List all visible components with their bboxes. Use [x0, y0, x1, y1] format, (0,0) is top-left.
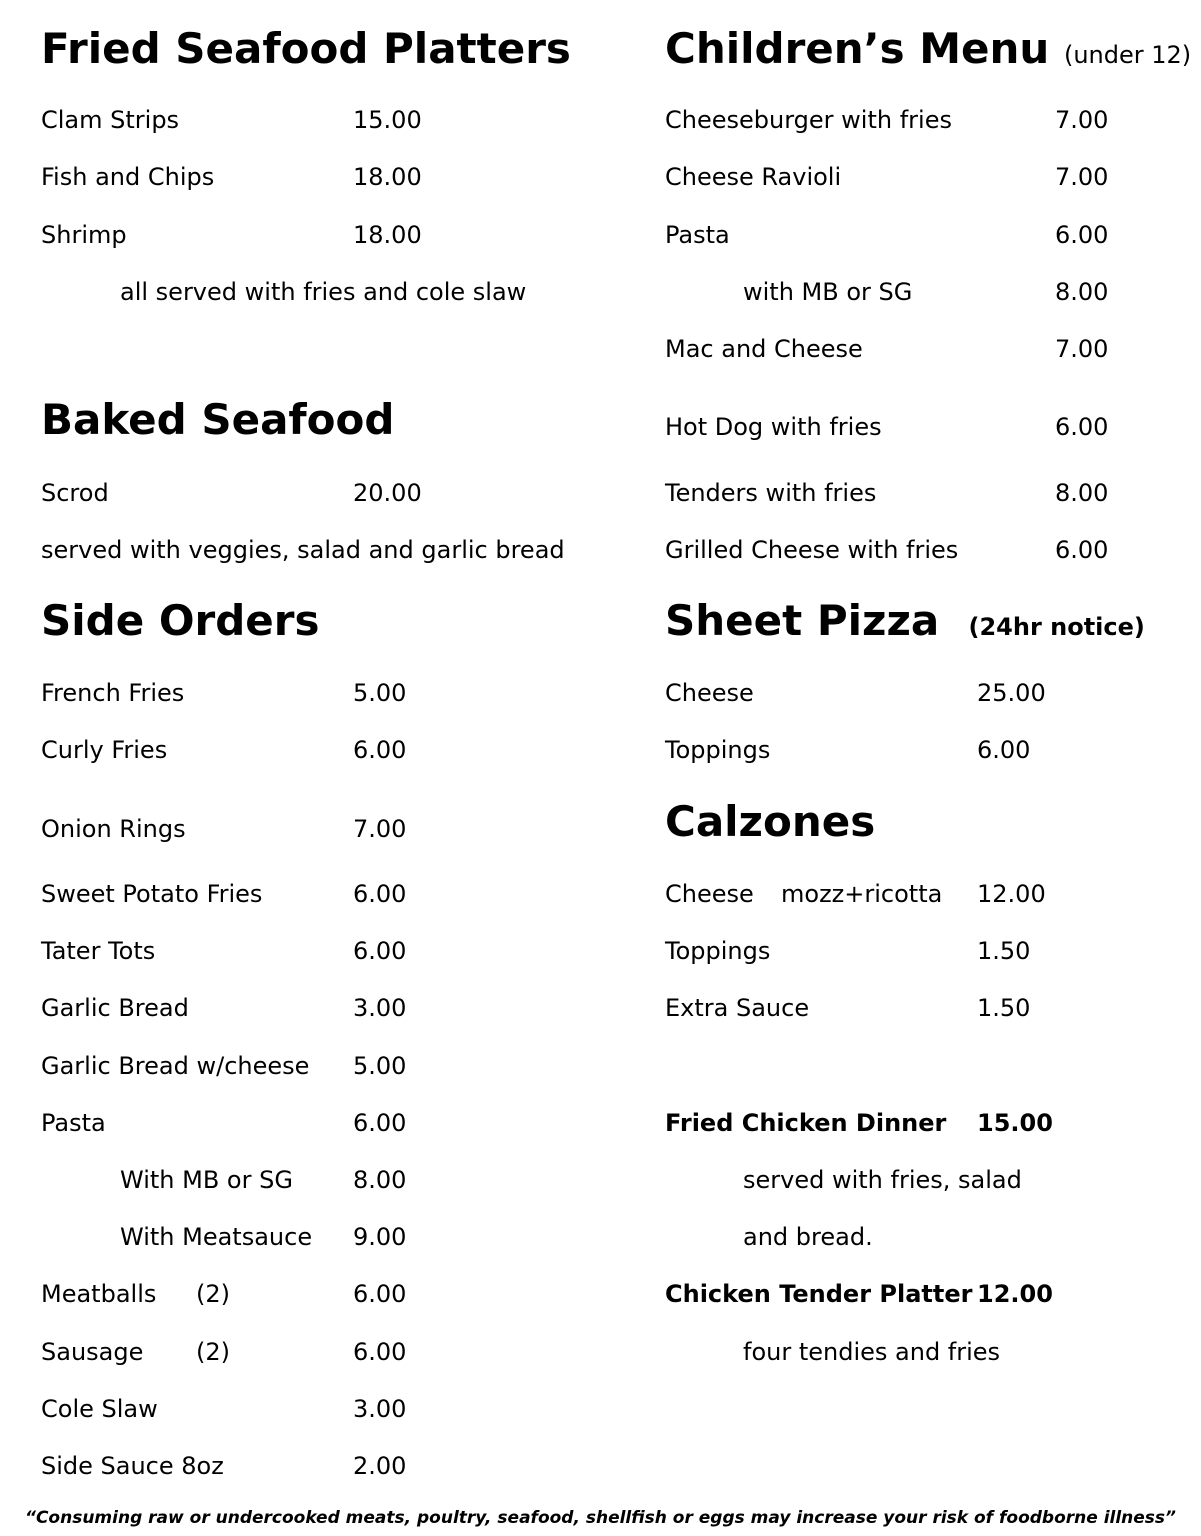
baked-seafood-note: served with veggies, salad and garlic bread: [41, 536, 565, 564]
menu-item-name: Cheeseburger with fries: [665, 106, 952, 134]
menu-item-name: Side Sauce 8oz: [41, 1452, 224, 1480]
menu-item-price: 6.00: [353, 736, 407, 764]
menu-item-price: 8.00: [1055, 479, 1109, 507]
menu-item-price: 25.00: [977, 679, 1046, 707]
sheet-pizza-heading: [665, 596, 1145, 645]
menu-item-name: Fish and Chips: [41, 163, 215, 191]
menu-item-name: Sweet Potato Fries: [41, 880, 263, 908]
menu-item-price: 6.00: [1055, 536, 1109, 564]
menu-item-price: 7.00: [1055, 335, 1109, 363]
menu-item-price: 1.50: [977, 937, 1031, 965]
menu-item-price: 9.00: [353, 1223, 407, 1251]
side-orders-title: Side Orders: [41, 596, 320, 645]
menu-item-name: Meatballs: [41, 1280, 157, 1308]
menu-item-name: Toppings: [665, 736, 771, 764]
food-safety-disclaimer: “Consuming raw or undercooked meats, poultry, seafood, shellfish or eggs may increase your risk of foodborne illness”: [25, 1508, 1176, 1528]
menu-item-name: Scrod: [41, 479, 109, 507]
menu-item-name: Cheese: [665, 679, 754, 707]
menu-item-name: Hot Dog with fries: [665, 413, 882, 441]
dinner-note: four tendies and fries: [743, 1338, 1001, 1366]
menu-item-name: Extra Sauce: [665, 994, 810, 1022]
menu-item-price: 7.00: [353, 815, 407, 843]
menu-item-name: French Fries: [41, 679, 185, 707]
menu-item-price: 7.00: [1055, 163, 1109, 191]
menu-item-price: 6.00: [353, 1280, 407, 1308]
menu-item-price: 5.00: [353, 679, 407, 707]
dinner-name: Fried Chicken Dinner: [665, 1109, 947, 1137]
menu-item-price: 6.00: [353, 937, 407, 965]
menu-item-name: Sausage: [41, 1338, 144, 1366]
menu-item-name: Garlic Bread: [41, 994, 189, 1022]
dinner-price: 12.00: [977, 1280, 1053, 1308]
menu-item-price: 3.00: [353, 994, 407, 1022]
dinner-name: Chicken Tender Platter: [665, 1280, 973, 1308]
menu-item-name: Clam Strips: [41, 106, 180, 134]
menu-item-name: Curly Fries: [41, 736, 168, 764]
menu-item-name: Tenders with fries: [665, 479, 877, 507]
menu-item-name: with MB or SG: [743, 278, 913, 306]
menu-item-price: 7.00: [1055, 106, 1109, 134]
menu-item-price: 6.00: [1055, 413, 1109, 441]
menu-item-price: 6.00: [353, 1338, 407, 1366]
sheet-pizza-subtitle: (24hr notice): [968, 613, 1145, 641]
menu-item-price: 20.00: [353, 479, 422, 507]
menu-item-price: 8.00: [1055, 278, 1109, 306]
menu-item-price: 12.00: [977, 880, 1046, 908]
menu-item-qty: (2): [196, 1280, 230, 1308]
menu-item-qty: (2): [196, 1338, 230, 1366]
fried-seafood-title: Fried Seafood Platters: [41, 24, 571, 73]
menu-item-name: Toppings: [665, 937, 771, 965]
menu-item-price: 6.00: [977, 736, 1031, 764]
menu-item-price: 3.00: [353, 1395, 407, 1423]
menu-item-name: Pasta: [41, 1109, 106, 1137]
dinner-note: served with fries, salad: [743, 1166, 1022, 1194]
menu-item-price: 2.00: [353, 1452, 407, 1480]
childrens-menu-subtitle: (under 12): [1063, 41, 1192, 69]
menu-item-name: Cole Slaw: [41, 1395, 158, 1423]
dinner-note: and bread.: [743, 1223, 873, 1251]
menu-item-name: Garlic Bread w/cheese: [41, 1052, 310, 1080]
menu-item-name: Cheese: [665, 880, 754, 908]
fried-seafood-note: all served with fries and cole slaw: [120, 278, 527, 306]
menu-item-price: 6.00: [353, 880, 407, 908]
menu-item-price: 15.00: [353, 106, 422, 134]
dinner-price: 15.00: [977, 1109, 1053, 1137]
menu-item-name: Pasta: [665, 221, 730, 249]
menu-item-name: Tater Tots: [41, 937, 156, 965]
menu-item-name: Shrimp: [41, 221, 127, 249]
menu-item-name: Mac and Cheese: [665, 335, 863, 363]
menu-item-name: With MB or SG: [120, 1166, 293, 1194]
childrens-menu-heading: [665, 24, 1192, 73]
menu-item-price: 5.00: [353, 1052, 407, 1080]
calzones-title: Calzones: [665, 797, 876, 846]
menu-item-price: 18.00: [353, 221, 422, 249]
menu-item-name: Cheese Ravioli: [665, 163, 842, 191]
baked-seafood-title: Baked Seafood: [41, 395, 395, 444]
menu-item-name: With Meatsauce: [120, 1223, 313, 1251]
menu-item-price: 8.00: [353, 1166, 407, 1194]
menu-item-price: 6.00: [1055, 221, 1109, 249]
sheet-pizza-title: Sheet Pizza: [665, 596, 940, 645]
menu-item-desc: mozz+ricotta: [781, 880, 943, 908]
menu-item-price: 6.00: [353, 1109, 407, 1137]
childrens-menu-title: Children’s Menu: [665, 24, 1050, 73]
menu-item-price: 1.50: [977, 994, 1031, 1022]
menu-item-name: Onion Rings: [41, 815, 186, 843]
menu-item-price: 18.00: [353, 163, 422, 191]
menu-item-name: Grilled Cheese with fries: [665, 536, 959, 564]
